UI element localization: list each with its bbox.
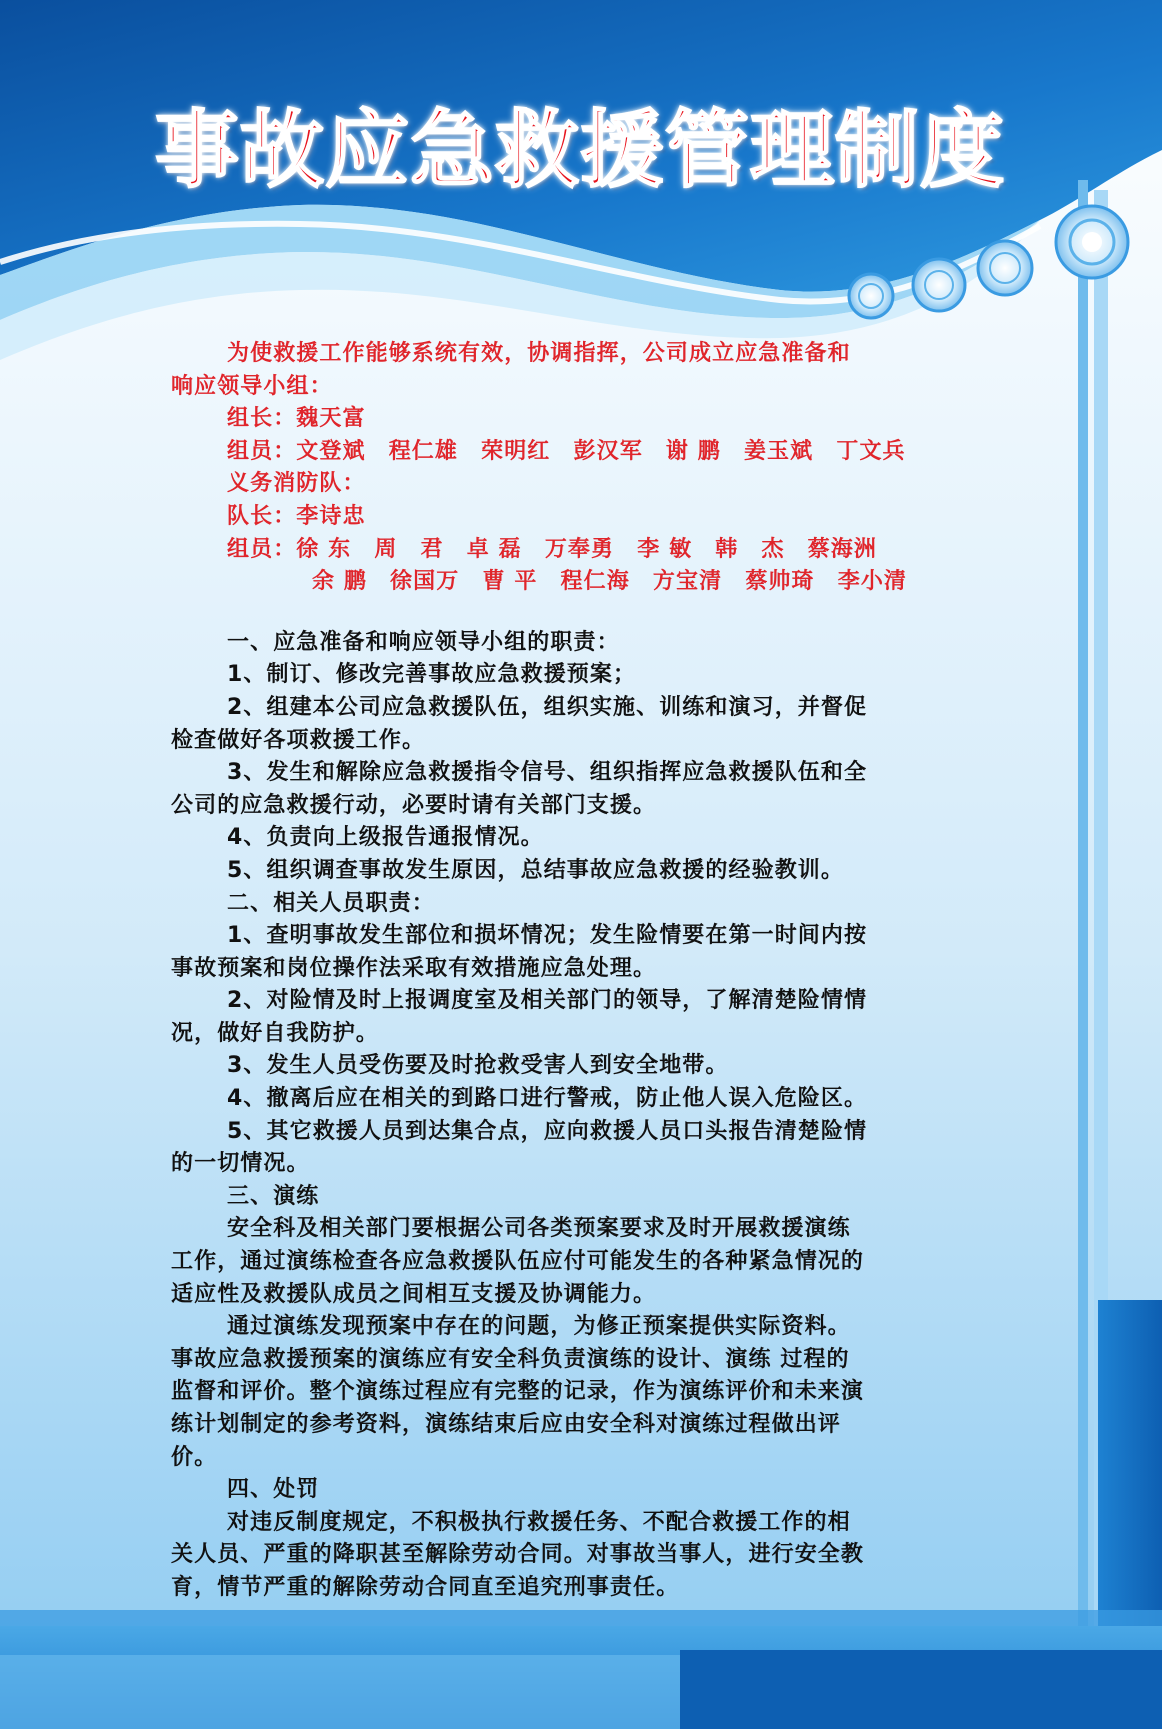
body-line: 安全科及相关部门要根据公司各类预案要求及时开展救援演练 [227, 1216, 851, 1242]
body-line: 三、演练 [227, 1183, 320, 1209]
body-line: 关人员、严重的降职甚至解除劳动合同。对事故当事人，进行安全教 [171, 1542, 865, 1568]
body-line: 2、组建本公司应急救援队伍，组织实施、训练和演习，并督促 [227, 694, 868, 720]
body-line: 育，情节严重的解除劳动合同直至追究刑事责任。 [171, 1574, 680, 1600]
fire-team-members: 组员：徐 东 周 君 卓 磊 万奉勇 李 敏 韩 杰 蔡海洲 [227, 536, 877, 562]
body-line: 适应性及救援队成员之间相互支援及协调能力。 [171, 1281, 657, 1307]
fire-team-heading: 义务消防队： [227, 471, 366, 497]
intro-line: 为使救援工作能够系统有效，协调指挥，公司成立应急准备和 [227, 341, 851, 366]
section-spacer [171, 599, 993, 627]
poster-content [171, 338, 993, 1605]
body-line: 公司的应急救援行动，必要时请有关部门支援。 [171, 792, 657, 818]
body-line: 价。 [171, 1444, 218, 1470]
body-line: 5、组织调查事故发生原因，总结事故应急救援的经验教训。 [227, 857, 845, 883]
body-line: 二、相关人员职责： [227, 890, 435, 916]
body-line: 况，做好自我防护。 [171, 1020, 379, 1046]
body-line: 事故应急救援预案的演练应有安全科负责演练的设计、演练 过程的 [171, 1346, 850, 1372]
team-leader: 组长：魏天富 [227, 406, 366, 432]
body-line: 3、发生人员受伤要及时抢救受害人到安全地带。 [227, 1053, 729, 1079]
body-line: 检查做好各项救援工作。 [171, 727, 426, 753]
body-line: 四、处罚 [227, 1477, 320, 1503]
body-line: 2、对险情及时上报调度室及相关部门的领导，了解清楚险情情 [227, 988, 868, 1014]
body-section [171, 627, 993, 1605]
body-line: 对违反制度规定，不积极执行救援任务、不配合救援工作的相 [227, 1509, 851, 1535]
fire-team-captain: 队长：李诗忠 [227, 503, 366, 529]
poster-title: 事故应急救援管理制度 [154, 101, 1005, 199]
body-line: 1、查明事故发生部位和损坏情况；发生险情要在第一时间内按 [227, 923, 868, 949]
intro-section [171, 338, 993, 599]
body-line: 5、其它救援人员到达集合点，应向救援人员口头报告清楚险情 [227, 1118, 868, 1144]
body-line: 工作，通过演练检查各应急救援队伍应付可能发生的各种紧急情况的 [171, 1249, 865, 1275]
body-line: 的一切情况。 [171, 1151, 310, 1177]
intro-line: 响应领导小组： [171, 373, 333, 399]
body-line: 4、负责向上级报告通报情况。 [227, 825, 544, 851]
body-line: 1、制订、修改完善事故应急救援预案； [227, 662, 637, 688]
body-line: 事故预案和岗位操作法采取有效措施应急处理。 [171, 955, 657, 981]
body-line: 3、发生和解除应急救援指令信号、组织指挥应急救援队伍和全 [227, 760, 868, 786]
body-line: 监督和评价。整个演练过程应有完整的记录，作为演练评价和未来演 [171, 1379, 865, 1405]
body-line: 练计划制定的参考资料，演练结束后应由安全科对演练过程做出评 [171, 1412, 841, 1437]
body-line: 4、撤离后应在相关的到路口进行警戒，防止他人误入危险区。 [227, 1086, 868, 1112]
body-line: 一、应急准备和响应领导小组的职责： [227, 629, 620, 655]
fire-team-members: 余 鹏 徐国万 曹 平 程仁海 方宝清 蔡帅琦 李小清 [312, 569, 908, 595]
body-line: 通过演练发现预案中存在的问题，为修正预案提供实际资料。 [227, 1314, 851, 1340]
team-members: 组员：文登斌 程仁雄 荣明红 彭汉军 谢 鹏 姜玉斌 丁文兵 [227, 438, 906, 464]
